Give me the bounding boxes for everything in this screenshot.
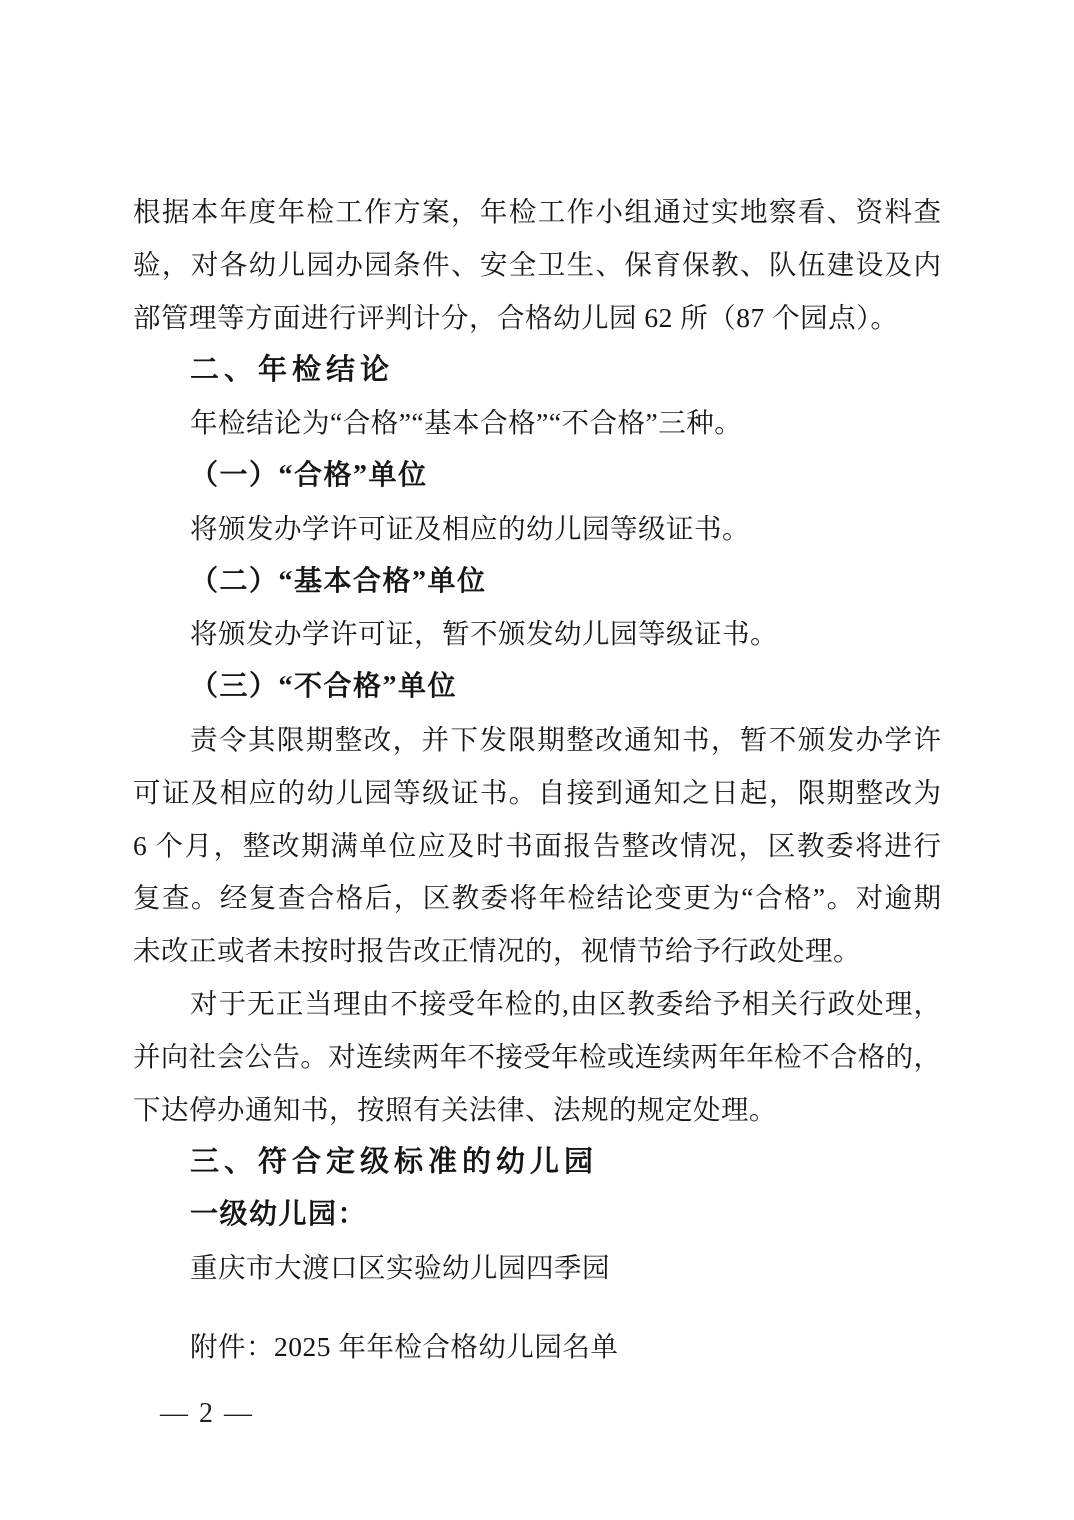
document-body bbox=[133, 186, 941, 1374]
subsection-heading-3: （三）“不合格”单位 bbox=[190, 671, 458, 703]
body-line: 下达停办通知书，按照有关法律、法规的规定处理。 bbox=[133, 1093, 777, 1125]
body-line: 并向社会公告。对连续两年不接受年检或连续两年年检不合格的， bbox=[133, 1040, 941, 1072]
body-line: 未改正或者未按时报告改正情况的，视情节给予行政处理。 bbox=[133, 935, 861, 967]
attachment-line: 附件：2025 年年检合格幼儿园名单 bbox=[190, 1331, 619, 1363]
grade-label-line: 一级幼儿园： bbox=[190, 1199, 368, 1231]
body-line: 将颁发办学许可证，暂不颁发幼儿园等级证书。 bbox=[190, 618, 778, 650]
body-line: 复查。经复查合格后，区教委将年检结论变更为“合格”。对逾期 bbox=[133, 882, 941, 914]
subsection-heading-2: （二）“基本合格”单位 bbox=[190, 565, 487, 597]
page-number: — 2 — bbox=[160, 1398, 254, 1429]
body-line: 验，对各幼儿园办园条件、安全卫生、保育保教、队伍建设及内 bbox=[133, 248, 941, 280]
subsection-heading-1: （一）“合格”单位 bbox=[190, 459, 428, 491]
body-line: 可证及相应的幼儿园等级证书。自接到通知之日起，限期整改为 bbox=[133, 776, 941, 808]
body-line: 责令其限期整改，并下发限期整改通知书，暂不颁发办学许 bbox=[190, 723, 941, 755]
body-line: 6 个月，整改期满单位应及时书面报告整改情况，区教委将进行 bbox=[133, 829, 941, 861]
section-heading-2: 二、年检结论 bbox=[190, 354, 395, 387]
body-line: 将颁发办学许可证及相应的幼儿园等级证书。 bbox=[190, 512, 750, 544]
body-line: 对于无正当理由不接受年检的,由区教委给予相关行政处理， bbox=[190, 987, 941, 1019]
body-line: 年检结论为“合格”“基本合格”“不合格”三种。 bbox=[190, 407, 743, 439]
body-line: 部管理等方面进行评判计分，合格幼儿园 62 所（87 个园点）。 bbox=[133, 301, 899, 333]
kindergarten-name-line: 重庆市大渡口区实验幼儿园四季园 bbox=[190, 1251, 610, 1283]
blank-line bbox=[133, 1295, 941, 1321]
body-line: 根据本年度年检工作方案，年检工作小组通过实地察看、资料查 bbox=[133, 196, 941, 227]
section-heading-3: 三、符合定级标准的幼儿园 bbox=[190, 1146, 599, 1179]
